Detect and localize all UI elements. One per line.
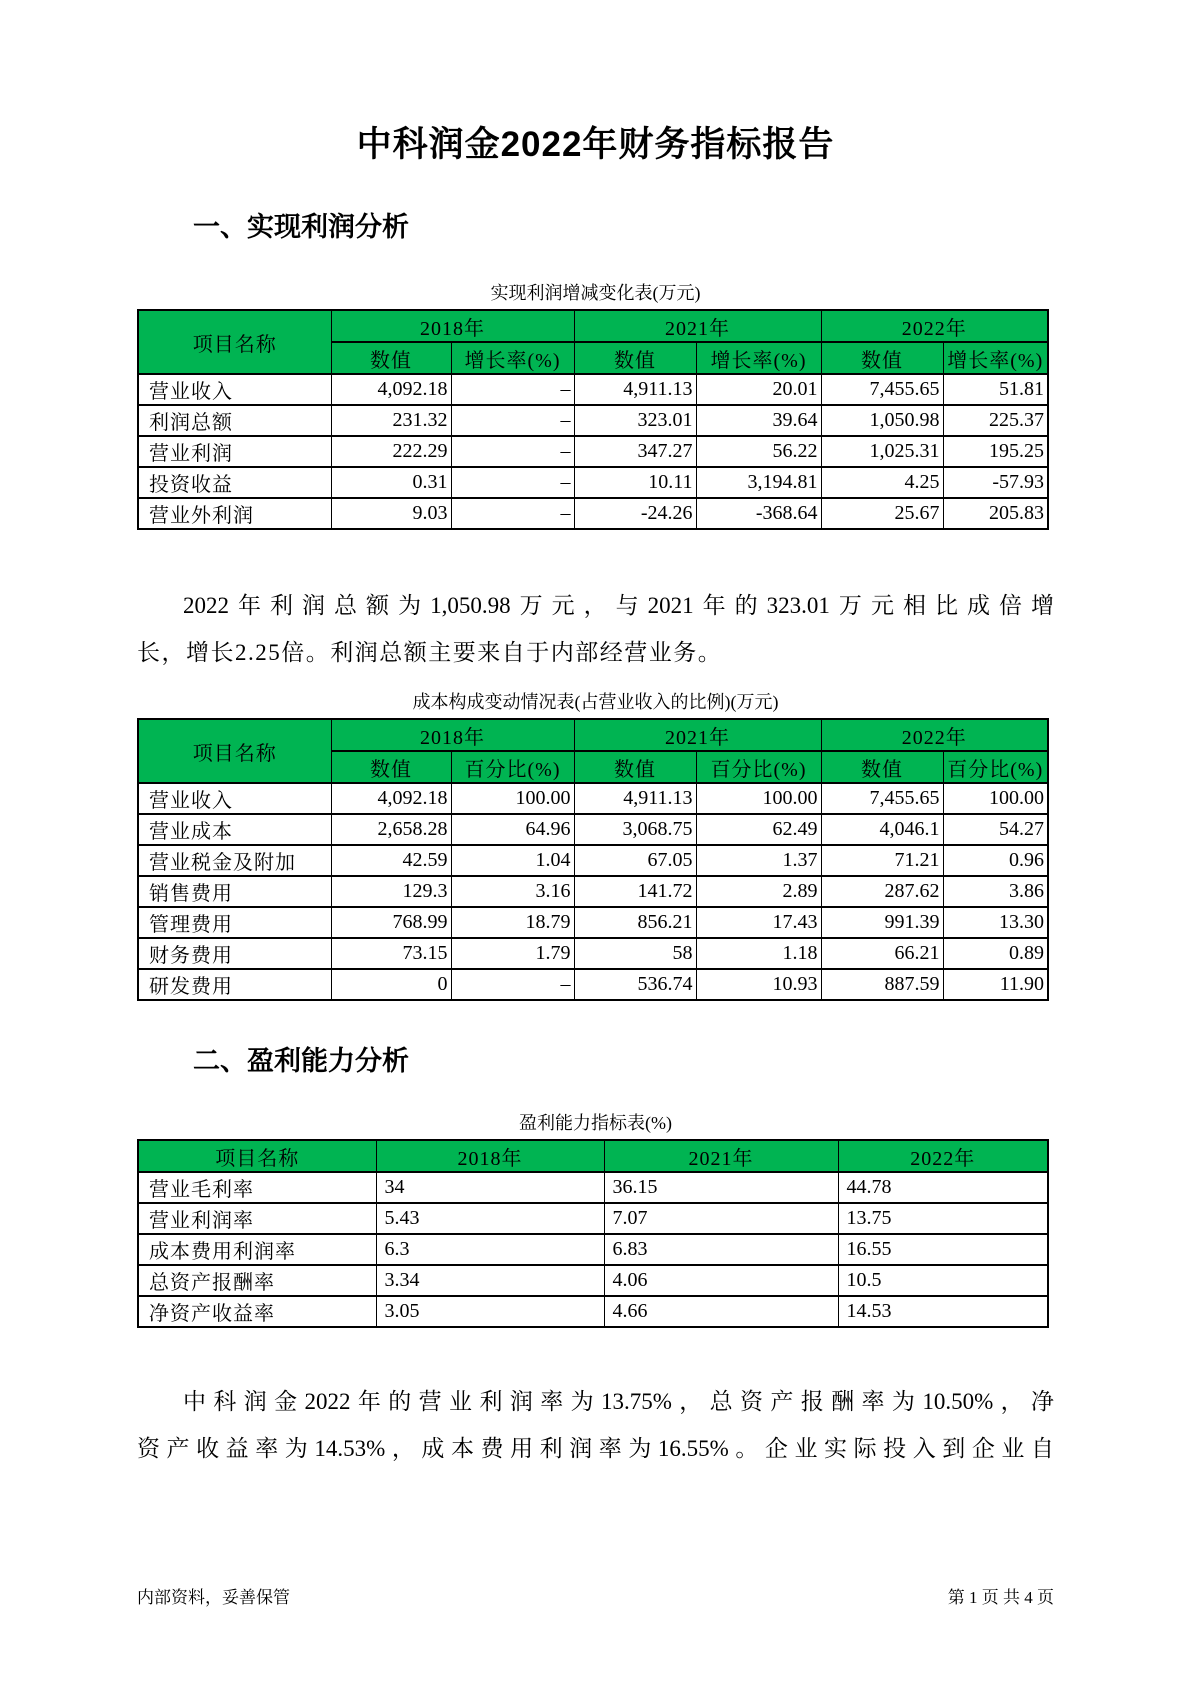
- row-value: 51.81: [943, 374, 1048, 405]
- row-value: 195.25: [943, 436, 1048, 467]
- table-row: [138, 938, 1048, 969]
- table-row: [138, 1234, 1048, 1265]
- paragraph-line: 中科润金2022年的营业利润率为13.75%，总资产报酬率为10.50%，净: [183, 1389, 1054, 1414]
- section-2-heading: 二、盈利能力分析: [193, 1046, 409, 1076]
- table-header-row: [138, 719, 1048, 751]
- row-value: 0.89: [943, 938, 1048, 969]
- table-row: [138, 1265, 1048, 1296]
- profitability-table-caption: 盈利能力指标表(%): [519, 1113, 672, 1133]
- row-value: 205.83: [943, 498, 1048, 529]
- row-value: 1.04: [451, 845, 574, 876]
- row-value: 44.78: [838, 1172, 1048, 1203]
- row-label: 营业成本: [138, 814, 331, 845]
- row-value: –: [451, 436, 574, 467]
- row-value: 16.55: [838, 1234, 1048, 1265]
- row-value: 42.59: [331, 845, 451, 876]
- column-header-year-2018: 2018年: [331, 719, 574, 751]
- row-value: 10.93: [696, 969, 821, 1000]
- row-value: 347.27: [574, 436, 696, 467]
- row-value: 768.99: [331, 907, 451, 938]
- footer-page-number: 第 1 页 共 4 页: [947, 1588, 1054, 1607]
- row-value: 1.37: [696, 845, 821, 876]
- row-value: 856.21: [574, 907, 696, 938]
- row-label: 成本费用利润率: [138, 1234, 376, 1265]
- row-value: 10.5: [838, 1265, 1048, 1296]
- row-value: 5.43: [376, 1203, 604, 1234]
- row-value: 20.01: [696, 374, 821, 405]
- row-value: 287.62: [821, 876, 943, 907]
- subcol-value: 数值: [821, 751, 943, 783]
- row-value: 10.11: [574, 467, 696, 498]
- row-value: –: [451, 498, 574, 529]
- row-value: 3.34: [376, 1265, 604, 1296]
- row-value: 67.05: [574, 845, 696, 876]
- row-value: 3.16: [451, 876, 574, 907]
- profit-change-table: [137, 309, 1049, 530]
- row-value: 4.25: [821, 467, 943, 498]
- row-value: 4.66: [604, 1296, 838, 1327]
- table-row: [138, 876, 1048, 907]
- row-value: 58: [574, 938, 696, 969]
- row-value: 323.01: [574, 405, 696, 436]
- row-label: 营业利润: [138, 436, 331, 467]
- row-value: –: [451, 374, 574, 405]
- subcol-percent: 百分比(%): [943, 751, 1048, 783]
- row-value: –: [451, 405, 574, 436]
- row-value: 66.21: [821, 938, 943, 969]
- table-row: [138, 498, 1048, 529]
- row-label: 销售费用: [138, 876, 331, 907]
- subcol-value: 数值: [331, 342, 451, 374]
- row-label: 营业利润率: [138, 1203, 376, 1234]
- row-value: 6.3: [376, 1234, 604, 1265]
- row-value: 73.15: [331, 938, 451, 969]
- row-value: 991.39: [821, 907, 943, 938]
- table-row: [138, 845, 1048, 876]
- row-value: -57.93: [943, 467, 1048, 498]
- row-value: -24.26: [574, 498, 696, 529]
- row-label: 营业税金及附加: [138, 845, 331, 876]
- row-value: 62.49: [696, 814, 821, 845]
- row-value: 4.06: [604, 1265, 838, 1296]
- row-label: 营业毛利率: [138, 1172, 376, 1203]
- footer-confidential-note: 内部资料，妥善保管: [137, 1588, 290, 1607]
- row-value: 887.59: [821, 969, 943, 1000]
- row-value: 225.37: [943, 405, 1048, 436]
- row-value: 39.64: [696, 405, 821, 436]
- row-value: 71.21: [821, 845, 943, 876]
- section-1-heading: 一、实现利润分析: [193, 212, 409, 242]
- column-header-year-2021: 2021年: [574, 310, 821, 342]
- row-value: 17.43: [696, 907, 821, 938]
- table-row: [138, 783, 1048, 814]
- subcol-percent: 百分比(%): [451, 751, 574, 783]
- row-value: 3.05: [376, 1296, 604, 1327]
- table-header-row: [138, 1140, 1048, 1172]
- table-row: [138, 907, 1048, 938]
- row-value: 2.89: [696, 876, 821, 907]
- table-row: [138, 1296, 1048, 1327]
- subcol-value: 数值: [331, 751, 451, 783]
- row-label: 净资产收益率: [138, 1296, 376, 1327]
- row-value: 141.72: [574, 876, 696, 907]
- paragraph-line: 资产收益率为14.53%，成本费用利润率为16.55%。企业实际投入到企业自: [137, 1436, 1054, 1461]
- row-value: 13.30: [943, 907, 1048, 938]
- row-value: 14.53: [838, 1296, 1048, 1327]
- column-header-year-2022: 2022年: [821, 310, 1048, 342]
- row-value: 536.74: [574, 969, 696, 1000]
- row-value: 9.03: [331, 498, 451, 529]
- row-value: 4,911.13: [574, 783, 696, 814]
- row-value: 25.67: [821, 498, 943, 529]
- table-header-row: [138, 310, 1048, 342]
- subcol-value: 数值: [821, 342, 943, 374]
- row-label: 总资产报酬率: [138, 1265, 376, 1296]
- row-value: 54.27: [943, 814, 1048, 845]
- column-header-year-2018: 2018年: [376, 1140, 604, 1172]
- row-value: 100.00: [451, 783, 574, 814]
- table-row: [138, 969, 1048, 1000]
- report-title: 中科润金2022年财务指标报告: [356, 125, 835, 164]
- row-value: –: [451, 467, 574, 498]
- row-label: 管理费用: [138, 907, 331, 938]
- row-label: 营业收入: [138, 783, 331, 814]
- row-value: 34: [376, 1172, 604, 1203]
- row-value: 222.29: [331, 436, 451, 467]
- profitability-paragraph: [137, 1378, 1054, 1472]
- row-value: 100.00: [943, 783, 1048, 814]
- row-value: 18.79: [451, 907, 574, 938]
- subcol-growth: 增长率(%): [696, 342, 821, 374]
- row-label: 财务费用: [138, 938, 331, 969]
- column-header-item-name: 项目名称: [138, 719, 331, 783]
- table-row: [138, 405, 1048, 436]
- row-value: 4,092.18: [331, 783, 451, 814]
- row-value: 0: [331, 969, 451, 1000]
- row-value: 100.00: [696, 783, 821, 814]
- row-value: 13.75: [838, 1203, 1048, 1234]
- row-label: 营业收入: [138, 374, 331, 405]
- row-label: 研发费用: [138, 969, 331, 1000]
- subcol-value: 数值: [574, 751, 696, 783]
- row-value: –: [451, 969, 574, 1000]
- row-value: 1.79: [451, 938, 574, 969]
- row-value: 2,658.28: [331, 814, 451, 845]
- row-value: 231.32: [331, 405, 451, 436]
- column-header-year-2021: 2021年: [574, 719, 821, 751]
- row-label: 投资收益: [138, 467, 331, 498]
- column-header-year-2018: 2018年: [331, 310, 574, 342]
- table-row: [138, 467, 1048, 498]
- row-value: 7.07: [604, 1203, 838, 1234]
- row-value: 3.86: [943, 876, 1048, 907]
- column-header-item-name: 项目名称: [138, 1140, 376, 1172]
- cost-structure-table: [137, 718, 1049, 1001]
- page-footer: [137, 1583, 1054, 1608]
- row-value: 1.18: [696, 938, 821, 969]
- subcol-value: 数值: [574, 342, 696, 374]
- paragraph-line: 长，增长2.25倍。利润总额主要来自于内部经营业务。: [137, 640, 723, 665]
- cost-structure-table-caption: 成本构成变动情况表(占营业收入的比例)(万元): [412, 692, 779, 712]
- row-value: 4,911.13: [574, 374, 696, 405]
- row-value: 1,025.31: [821, 436, 943, 467]
- table-row: [138, 374, 1048, 405]
- row-value: 6.83: [604, 1234, 838, 1265]
- row-value: 0.31: [331, 467, 451, 498]
- row-value: 7,455.65: [821, 374, 943, 405]
- subcol-growth: 增长率(%): [451, 342, 574, 374]
- row-value: 4,092.18: [331, 374, 451, 405]
- row-value: 1,050.98: [821, 405, 943, 436]
- row-value: -368.64: [696, 498, 821, 529]
- row-label: 营业外利润: [138, 498, 331, 529]
- table-row: [138, 814, 1048, 845]
- column-header-year-2021: 2021年: [604, 1140, 838, 1172]
- row-value: 3,194.81: [696, 467, 821, 498]
- row-value: 56.22: [696, 436, 821, 467]
- table-row: [138, 1172, 1048, 1203]
- subcol-growth: 增长率(%): [943, 342, 1048, 374]
- row-label: 利润总额: [138, 405, 331, 436]
- profit-change-table-caption: 实现利润增减变化表(万元): [490, 283, 701, 303]
- column-header-item-name: 项目名称: [138, 310, 331, 374]
- row-value: 36.15: [604, 1172, 838, 1203]
- row-value: 3,068.75: [574, 814, 696, 845]
- row-value: 7,455.65: [821, 783, 943, 814]
- column-header-year-2022: 2022年: [838, 1140, 1048, 1172]
- row-value: 0.96: [943, 845, 1048, 876]
- paragraph-line: 2022年利润总额为1,050.98万元，与2021年的323.01万元相比成倍增: [183, 593, 1054, 618]
- row-value: 64.96: [451, 814, 574, 845]
- row-value: 11.90: [943, 969, 1048, 1000]
- row-value: 4,046.1: [821, 814, 943, 845]
- profit-analysis-paragraph: [137, 582, 1054, 676]
- table-row: [138, 436, 1048, 467]
- row-value: 129.3: [331, 876, 451, 907]
- profitability-table: [137, 1139, 1049, 1328]
- table-row: [138, 1203, 1048, 1234]
- column-header-year-2022: 2022年: [821, 719, 1048, 751]
- subcol-percent: 百分比(%): [696, 751, 821, 783]
